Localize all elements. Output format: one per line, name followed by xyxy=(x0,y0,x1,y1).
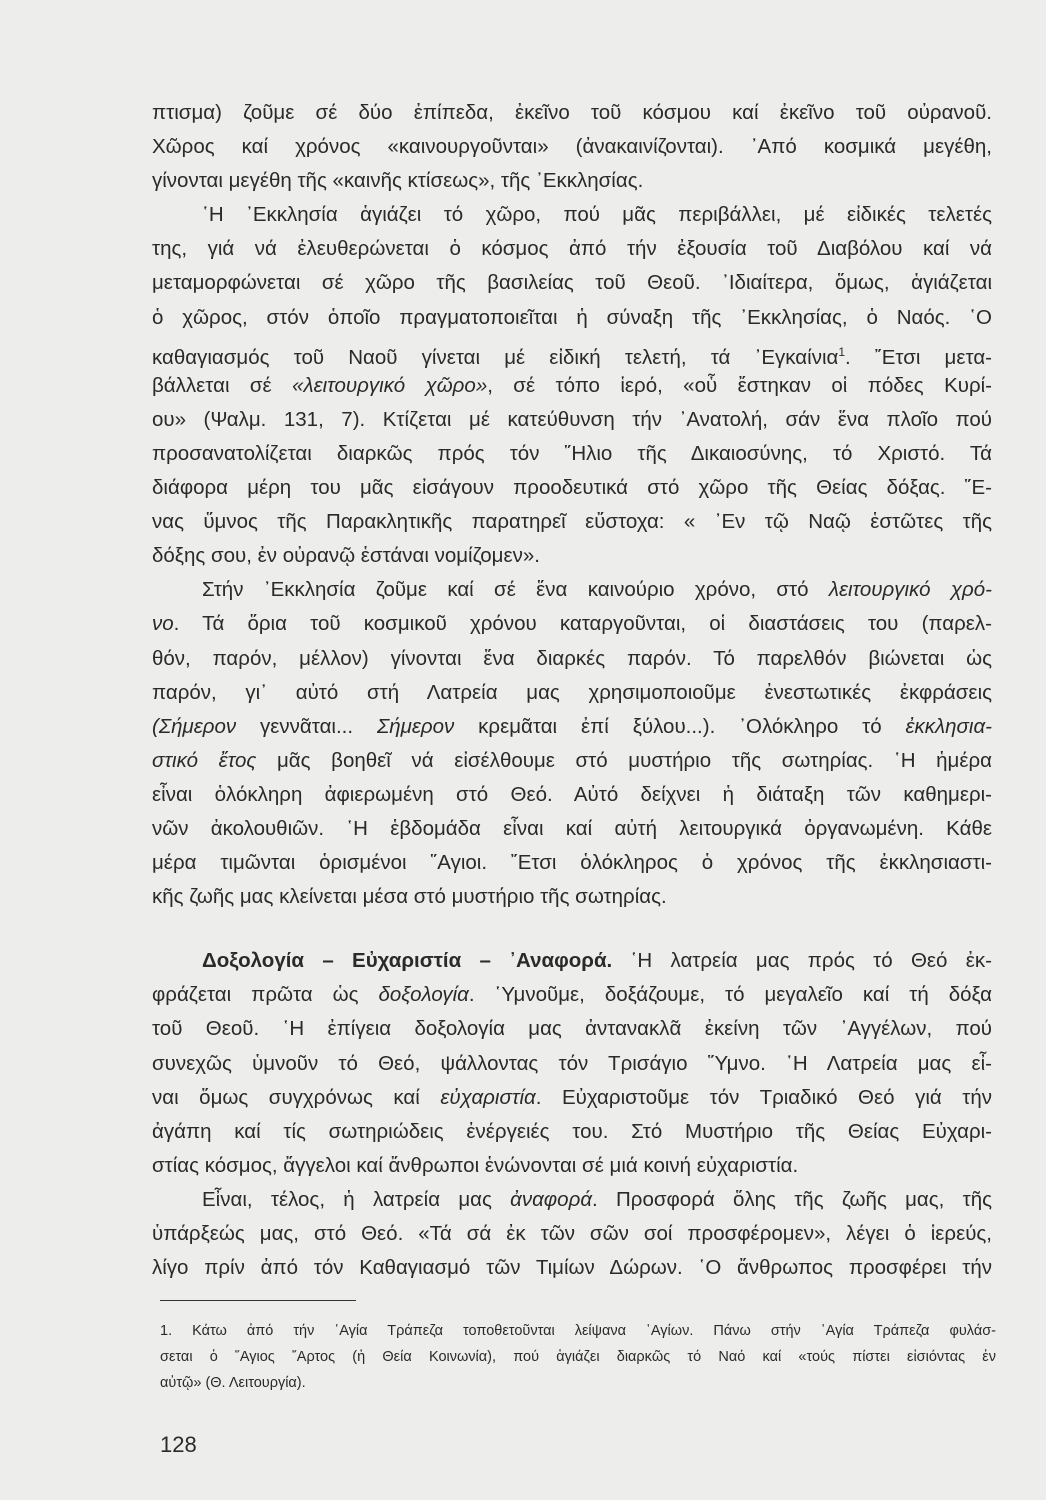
text-span: βάλλεται σέ xyxy=(152,373,293,397)
footnote xyxy=(160,1318,996,1396)
text-line: Χῶρος καί χρόνος «καινουργοῦνται» (ἀνακαινίζονται). ᾿Από κοσμικά μεγέθη, xyxy=(152,135,992,159)
text-span: . Προσφορά ὅλης τῆς ζωῆς μας, τῆς xyxy=(592,1187,992,1211)
text-line xyxy=(152,744,992,778)
text-line: της, γιά νά ἐλευθερώνεται ὁ κόσμος ἀπό τήν ἐξουσία τοῦ Διαβόλου καί νά xyxy=(152,237,992,261)
text-span: . ῎Ετσι μετα- xyxy=(845,345,992,369)
italic-term: (Σήμερον xyxy=(152,714,261,738)
text-span: φράζεται πρῶτα ὡς xyxy=(152,983,379,1007)
text-line xyxy=(152,978,992,1012)
text-line: συνεχῶς ὑμνοῦν τό Θεό, ψάλλοντας τόν Τρισάγιο ῞Υμνο. ῾Η Λατρεία μας εἶ- xyxy=(152,1051,992,1075)
italic-term: εὐχαριστία xyxy=(440,1085,536,1109)
text-line: ὁ χῶρος, στόν ὁποῖο πραγματοποιεῖται ἡ σύναξη τῆς ᾿Εκκλησίας, ὁ Ναός. ῾Ο xyxy=(152,305,992,329)
text-span: κρεμᾶται ἐπί ξύλου...). ᾿Ολόκληρο τό xyxy=(478,714,906,738)
text-line: κῆς ζωῆς μας κλείνεται μέσα στό μυστήριο τῆς σωτηρίας. xyxy=(152,885,667,909)
text-span: καθαγιασμός τοῦ Ναοῦ γίνεται μέ εἰδική τελετή, τά ᾿Εγκαίνια xyxy=(152,345,839,369)
text-line: τοῦ Θεοῦ. ῾Η ἐπίγεια δοξολογία μας ἀντανακλᾶ ἐκείνη τῶν ᾿Αγγέλων, πού xyxy=(152,1017,992,1041)
text-line xyxy=(152,710,992,744)
text-span: , σέ τόπο ἱερό, «οὗ ἔστηκαν οἱ πόδες Κυρί- xyxy=(487,373,992,397)
text-span: γεννᾶται... xyxy=(260,714,377,738)
text-line: μεταμορφώνεται σέ χῶρο τῆς βασιλείας τοῦ Θεοῦ. ᾿Ιδιαίτερα, ὅμως, ἁγιάζεται xyxy=(152,271,992,295)
text-line xyxy=(152,1183,992,1217)
text-span: . Εὐχαριστοῦμε τόν Τριαδικό Θεό γιά τήν xyxy=(535,1085,993,1109)
text-line: ἀγάπη καί τίς σωτηριώδεις ἐνέργειές του. Στό Μυστήριο τῆς Θείας Εὐχαρι- xyxy=(152,1119,992,1143)
text-span: ναι ὅμως συγχρόνως καί xyxy=(152,1085,441,1109)
text-line: διάφορα μέρη του μᾶς εἰσάγουν προοδευτικά στό χῶρο τῆς Θείας δόξας. ῞Ε- xyxy=(152,476,992,500)
italic-term: ἀναφορά xyxy=(510,1187,593,1211)
text-span: ῾Η λατρεία μας πρός τό Θεό ἐκ- xyxy=(612,949,992,973)
section-heading: Δοξολογία – Εὐχαριστία – ᾿Αναφορά. xyxy=(202,949,613,973)
text-span: . ῾Υμνοῦμε, δοξάζουμε, τό μεγαλεῖο καί τή δόξα xyxy=(468,983,992,1007)
text-span: Εἶναι, τέλος, ἡ λατρεία μας xyxy=(202,1187,511,1211)
text-line: ῾Η ᾿Εκκλησία ἁγιάζει τό χῶρο, πού μᾶς περιβάλλει, μέ εἰδικές τελετές xyxy=(202,203,992,227)
text-line: θόν, παρόν, μέλλον) γίνονται ἕνα διαρκές παρόν. Τό παρελθόν βιώνεται ὡς xyxy=(152,646,992,670)
paragraph-gap xyxy=(152,914,992,944)
text-line xyxy=(152,1081,992,1115)
text-line: γίνονται μεγέθη τῆς «καινῆς κτίσεως», τῆς ᾿Εκκλησίας. xyxy=(152,169,644,193)
italic-term: νο xyxy=(152,612,174,636)
footnote-divider xyxy=(160,1300,356,1301)
italic-term: ἐκκλησια- xyxy=(905,714,992,738)
italic-term: στικό ἔτος xyxy=(152,748,277,772)
text-line: δόξης σου, ἐν οὐρανῷ ἑστάναι νομίζομεν». xyxy=(152,544,540,568)
italic-term: «λειτουργικό χῶρο» xyxy=(292,373,488,397)
text-line: νας ὕμνος τῆς Παρακλητικῆς παρατηρεῖ εὔστοχα: « ᾿Εν τῷ Ναῷ ἑστῶτες τῆς xyxy=(152,510,992,534)
text-line: εἶναι ὁλόκληρη ἀφιερωμένη στό Θεό. Αὐτό δείχνει ἡ διάταξη τῶν καθημερι- xyxy=(152,782,992,806)
text-line: μέρα τιμῶνται ὁρισμένοι ῞Αγιοι. ῎Ετσι ὁλόκληρος ὁ χρόνος τῆς ἐκκλησιαστι- xyxy=(152,851,992,875)
text-line xyxy=(152,369,992,403)
italic-term: Σήμερον xyxy=(376,714,479,738)
text-span: Στήν ᾿Εκκλησία ζοῦμε καί σέ ἕνα καινούριο χρόνο, στό xyxy=(202,578,829,602)
text-line: νῶν ἀκολουθιῶν. ῾Η ἑβδομάδα εἶναι καί αὐτή λειτουργικά ὀργανωμένη. Κάθε xyxy=(152,816,992,840)
text-line: παρόν, γι᾿ αὐτό στή Λατρεία μας χρησιμοποιοῦμε ἐνεστωτικές ἐκφράσεις xyxy=(152,680,992,704)
footnote-line: αὐτῷ» (Θ. Λειτουργία). xyxy=(160,1375,306,1391)
text-span: μᾶς βοηθεῖ νά εἰσέλθουμε στό μυστήριο τῆς σωτηρίας. ῾Η ἡμέρα xyxy=(277,748,992,772)
text-line xyxy=(152,573,992,607)
text-line: λίγο πρίν ἀπό τόν Καθαγιασμό τῶν Τιμίων Δώρων. ῾Ο ἄνθρωπος προσφέρει τήν xyxy=(152,1256,992,1280)
text-line xyxy=(152,944,992,978)
text-line: ου» (Ψαλμ. 131, 7). Κτίζεται μέ κατεύθυνση τήν ᾿Ανατολή, σάν ἕνα πλοῖο πού xyxy=(152,407,992,431)
page-number: 128 xyxy=(160,1432,197,1457)
text-line xyxy=(152,335,992,369)
text-line xyxy=(152,607,992,641)
text-line: προσανατολίζεται διαρκῶς πρός τόν ῞Ηλιο τῆς Δικαιοσύνης, τό Χριστό. Τά xyxy=(152,441,992,465)
text-line: στίας κόσμος, ἄγγελοι καί ἄνθρωποι ἑνώνονται σέ μιά κοινή εὐχαριστία. xyxy=(152,1153,799,1177)
footnote-line: σεται ὁ ῞Αγιος ῎Αρτος (ἡ Θεία Κοινωνία), πού ἁγιάζει διαρκῶς τό Ναό καί «τούς πίστει εἰσιόντας ἐν xyxy=(160,1349,996,1365)
text-line: πτισμα) ζοῦμε σέ δύο ἐπίπεδα, ἐκεῖνο τοῦ κόσμου καί ἐκεῖνο τοῦ οὐρανοῦ. xyxy=(152,101,992,124)
italic-term: λειτουργικό χρό- xyxy=(828,578,992,602)
text-span: . Τά ὅρια τοῦ κοσμικοῦ χρόνου καταργοῦνται, οἱ διαστάσεις του (παρελ- xyxy=(173,612,992,636)
body-text xyxy=(152,96,992,1285)
footnote-ref[interactable]: 1 xyxy=(838,344,846,359)
italic-term: δοξολογία xyxy=(378,983,469,1007)
footnote-line: 1. Κάτω ἀπό τήν ῾Αγία Τράπεζα τοποθετοῦνται λείψανα ῾Αγίων. Πάνω στήν ῾Αγία Τράπεζα φυλάσ- xyxy=(160,1323,996,1339)
text-line: ὑπάρξεώς μας, στό Θεό. «Τά σά ἐκ τῶν σῶν σοί προσφέρομεν», λέγει ὁ ἱερεύς, xyxy=(152,1222,992,1245)
